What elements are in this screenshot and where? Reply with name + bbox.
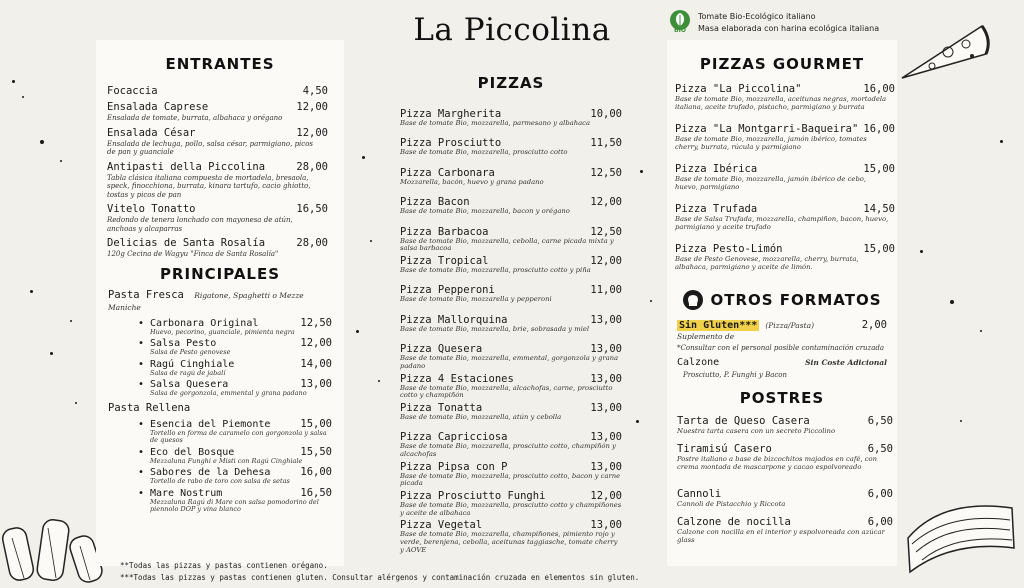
menu-item-name: Ensalada César xyxy=(107,126,196,139)
menu-item-description: Base de Pesto Genovese, mozzarella, cherry, burrata, albahaca, parmigiano y aceite de limón. xyxy=(675,255,859,271)
menu-item-name-wrap xyxy=(400,373,514,385)
menu-item-name: Calzone de nocilla xyxy=(677,516,791,528)
pasta-fresca-label: Pasta Fresca xyxy=(108,288,184,301)
menu-item-price: 16,00 xyxy=(863,83,895,95)
menu-item-name: Salsa Pesto xyxy=(150,338,217,349)
menu-item-description: Base de tomate Bio, mozzarella, bacon y orégano xyxy=(400,207,570,216)
section-title-otros: OTROS FORMATOS xyxy=(710,291,882,309)
menu-item-price: 28,00 xyxy=(296,237,328,249)
pizza-item xyxy=(400,196,622,225)
gluten-row xyxy=(677,319,887,342)
pizza-slice-icon xyxy=(898,18,994,94)
menu-item-name-wrap xyxy=(675,243,782,255)
menu-item-name-wrap xyxy=(107,85,158,97)
menu-item-name: Antipasti della Piccolina xyxy=(107,160,266,173)
menu-item-name: Pizza Quesera xyxy=(400,343,483,356)
menu-item-description: Base de tomate Bio, mozzarella, aceitunas negras, mortadela italiana, aceite trufado, pistacho, parmigiano y burrata xyxy=(675,95,887,111)
menu-item-name: Pizza Pepperoni xyxy=(400,284,495,297)
pasta-rellena-item xyxy=(138,418,332,445)
menu-item-row xyxy=(107,161,328,173)
postre-item xyxy=(677,488,893,516)
gluten-note: (Pizza/Pasta) Suplemento de xyxy=(677,321,815,341)
leaf-icon xyxy=(668,8,692,36)
menu-item-row xyxy=(677,415,893,427)
menu-item-name: Pizza Trufada xyxy=(675,203,758,215)
menu-item-description: Base de tomate Bio, mozzarella, champiñones, pimiento rojo y verde, berenjena, cebolla, aceitunas taggiasche, tomate cherry y AOVE xyxy=(400,530,618,555)
pizza-item xyxy=(400,402,622,431)
menu-item-description: Base de tomate Bio, mozzarella, brie, sobrasada y miel xyxy=(400,324,590,333)
footnote-gluten: ***Todas las pizzas y pastas contienen gluten. Consultar alérgenos y contaminación cruzada en elementos sin gluten. xyxy=(120,573,640,582)
menu-item-description: Postre italiano a base de bizcochitos majados en café, con crema montada de mascarpone y cacao espolvoreado xyxy=(677,455,877,471)
pasta-rellena-item xyxy=(138,487,332,514)
menu-item-description: Salsa de ragú de jabalí xyxy=(150,368,226,377)
menu-item-name: Pizza "La Piccolina" xyxy=(675,83,802,95)
pizza-item xyxy=(400,343,622,372)
menu-item-price: 15,00 xyxy=(863,163,895,175)
pizza-item xyxy=(400,255,622,284)
menu-item-price: 13,00 xyxy=(590,460,622,473)
menu-item-name: Focaccia xyxy=(107,85,158,97)
menu-item-description: Tortello de rabo de toro con salsa de setas xyxy=(150,477,290,485)
bullet-icon: • xyxy=(138,317,145,329)
menu-item-description: Tabla clásica italiana compuesta de mortadela, bresaola, speck, finocchiona, burrata, kinara tartufo, cacio ghiotto, tostas y picos de pan xyxy=(107,173,311,199)
entrante-item xyxy=(107,85,328,97)
right-menu-card xyxy=(667,40,897,566)
menu-item-row xyxy=(107,237,328,249)
section-title-postres: POSTRES xyxy=(739,389,825,407)
panini-icon xyxy=(902,478,1020,582)
menu-item-name: Pizza Margherita xyxy=(400,108,502,120)
menu-item-price: 14,00 xyxy=(300,357,332,370)
menu-item-row xyxy=(107,101,328,113)
chef-hat-icon xyxy=(682,289,704,311)
menu-item-name-wrap xyxy=(107,161,265,173)
menu-item-description: Redondo de tenera lonchado con mayonesa de atún, anchoas y alcaparras xyxy=(107,216,293,233)
pizza-item xyxy=(400,314,622,343)
menu-item-name-wrap xyxy=(138,318,258,329)
pasta-rellena-list xyxy=(108,418,332,514)
menu-item-description: Nuestra tarta casera con un secreto Piccolino xyxy=(677,427,836,435)
section-title-pizzas: PIZZAS xyxy=(477,74,545,92)
menu-item-price: 12,50 xyxy=(590,166,622,179)
menu-item-name-wrap xyxy=(107,203,196,215)
entrante-item xyxy=(107,203,328,233)
postre-item xyxy=(677,415,893,443)
menu-item-price: 15,50 xyxy=(300,445,332,458)
calzone-label: Calzone xyxy=(677,356,720,368)
pizza-item xyxy=(400,108,622,137)
menu-item-description: Base de tomate Bio, mozzarella, prosciutto cotto y champiñones y aceite de albahaca xyxy=(400,501,622,517)
menu-item-row xyxy=(675,203,895,215)
gourmet-item xyxy=(675,203,895,243)
bio-note-line1: Tomate Bio-Ecológico italiano xyxy=(698,12,816,21)
menu-item-price: 14,50 xyxy=(863,203,895,215)
menu-item-description: Base de tomate Bio, mozzarella, alcachofas, carne, prosciutto cotto y champiñón xyxy=(400,383,613,400)
menu-item-description: Huevo, pecorino, guanciale, pimienta negra xyxy=(150,327,295,336)
menu-item-name-wrap xyxy=(677,516,791,528)
menu-item-price: 13,00 xyxy=(300,378,332,390)
menu-item-name: Tarta de Queso Casera xyxy=(677,415,810,427)
menu-item-description: Base de tomate Bio, mozzarella, prosciutto cotto, champiñón y alcachofas xyxy=(400,442,616,459)
pizza-item xyxy=(400,167,622,196)
menu-item-name: Carbonara Original xyxy=(150,317,259,329)
menu-item-description: Tortello en forma de caramelo con gorgonzola y salsa de quesos xyxy=(150,428,327,444)
menu-item-price: 12,00 xyxy=(296,126,328,139)
menu-item-name: Pizza Tropical xyxy=(400,254,489,267)
menu-item-name: Pizza Ibérica xyxy=(675,163,758,175)
bullet-icon: • xyxy=(138,446,145,458)
pasta-rellena-item xyxy=(138,446,332,466)
menu-item-description: Cannoli de Pistacchio y Riccota xyxy=(677,500,786,508)
menu-item-description: Base de tomate Bio, mozzarella, cebolla, carne picada mixta y salsa barbacoa xyxy=(400,236,614,253)
section-title-gourmet: PIZZAS GOURMET xyxy=(699,55,865,73)
menu-item-price: 11,50 xyxy=(590,137,622,150)
otros-block xyxy=(667,311,897,379)
menu-item-name: Pizza Bacon xyxy=(400,196,470,209)
gluten-desc: *Consultar con el personal posible contaminación cruzada xyxy=(677,344,885,352)
menu-item-price: 10,00 xyxy=(590,108,622,120)
bullet-icon: • xyxy=(138,358,145,370)
menu-item-description: Base de tomate Bio, mozzarella, prosciutto cotto y piña xyxy=(400,265,591,274)
menu-item-name: Mare Nostrum xyxy=(150,487,223,499)
section-title-principales: PRINCIPALES xyxy=(159,264,281,283)
menu-item-price: 12,00 xyxy=(300,337,332,349)
pizza-item xyxy=(400,519,622,555)
menu-item-name: Pizza Prosciutto Funghi xyxy=(400,490,546,503)
menu-item-row xyxy=(675,243,895,255)
menu-item-name-wrap xyxy=(107,127,196,139)
menu-item-name-wrap xyxy=(675,83,801,95)
menu-item-name: Pizza Pipsa con P xyxy=(400,460,508,473)
menu-item-name-wrap xyxy=(675,163,757,175)
menu-item-name: Pizza Pesto-Limón xyxy=(675,243,783,255)
menu-item-description: Base de tomate Bio, mozzarella, jamón ibérico, tomates cherry, burrata, rúcula y parmigiano xyxy=(675,135,867,151)
menu-item-name: Vitelo Tonatto xyxy=(107,203,196,215)
menu-item-name-wrap xyxy=(400,461,507,473)
menu-item-row xyxy=(400,461,622,473)
menu-item-price: 13,00 xyxy=(590,519,622,532)
menu-item-price: 12,00 xyxy=(590,254,622,267)
menu-item-row xyxy=(675,123,895,135)
left-menu-card xyxy=(96,40,344,566)
menu-item-name: Pizza Vegetal xyxy=(400,519,483,532)
calzone-row xyxy=(677,357,887,368)
menu-item-row xyxy=(400,226,622,238)
menu-item-name-wrap xyxy=(675,123,858,135)
pizza-item xyxy=(400,461,622,490)
menu-item-price: 11,00 xyxy=(590,284,622,297)
menu-item-price: 13,00 xyxy=(590,431,622,444)
menu-item-name: Eco del Bosque xyxy=(150,446,235,458)
menu-item-name: Pizza Barbacoa xyxy=(400,225,489,238)
gourmet-item xyxy=(675,123,895,163)
menu-item-name: Esencia del Piemonte xyxy=(150,418,271,430)
pasta-fresca-item xyxy=(138,337,332,357)
menu-item-price: 15,00 xyxy=(863,243,895,255)
pasta-fresca-item xyxy=(138,317,332,337)
pizza-item xyxy=(400,431,622,460)
menu-item-name-wrap xyxy=(677,443,772,455)
menu-item-description: Ensalada de lechuga, pollo, salsa césar, parmigiano, picos de pan y guanciale xyxy=(107,139,314,156)
entrante-item xyxy=(107,127,328,157)
menu-item-name-wrap xyxy=(107,101,208,113)
menu-item-price: 13,00 xyxy=(590,343,622,356)
menu-item-name-wrap xyxy=(677,415,810,427)
menu-item-name: Pizza Tonatta xyxy=(400,401,483,414)
postre-item xyxy=(677,443,893,488)
bio-note xyxy=(698,11,879,35)
menu-item-price: 12,00 xyxy=(590,490,622,503)
menu-item-description: Base de tomate Bio, mozzarella, parmesano y albahaca xyxy=(400,119,591,127)
menu-item-price: 12,00 xyxy=(296,101,328,113)
menu-item-description: Salsa de gorgonzola, emmental y grana padano xyxy=(150,389,307,397)
menu-item-name: Pizza Prosciutto xyxy=(400,137,502,150)
postre-item xyxy=(677,516,893,544)
gluten-price: 2,00 xyxy=(861,319,887,331)
menu-item-name: Salsa Quesera xyxy=(150,379,229,390)
gourmet-list xyxy=(667,73,897,283)
menu-item-name-wrap xyxy=(107,237,265,249)
pasta-fresca-header xyxy=(108,289,332,313)
menu-item-row xyxy=(138,446,332,458)
menu-item-row xyxy=(400,373,622,385)
menu-item-row xyxy=(400,314,622,326)
pasta-fresca-list xyxy=(108,317,332,398)
menu-item-price: 12,50 xyxy=(300,316,332,329)
menu-item-price: 4,50 xyxy=(302,85,328,97)
menu-item-description: Base de tomate Bio, mozzarella, prosciutto cotto xyxy=(400,148,568,157)
menu-item-row xyxy=(107,85,328,97)
entrante-item xyxy=(107,237,328,259)
menu-item-name: Sabores de la Dehesa xyxy=(150,467,271,478)
pizza-item xyxy=(400,284,622,313)
pasta-rellena-item xyxy=(138,466,332,486)
entrante-item xyxy=(107,161,328,200)
menu-item-price: 12,00 xyxy=(590,196,622,209)
menu-item-description: Ensalada de tomate, burrata, albahaca y orégano xyxy=(107,114,283,122)
menu-item-row xyxy=(400,167,622,179)
entrante-item xyxy=(107,101,328,123)
menu-item-price: 16,50 xyxy=(296,203,328,215)
menu-item-row xyxy=(107,203,328,215)
postres-list xyxy=(667,407,897,544)
menu-item-name-wrap xyxy=(138,419,270,430)
menu-item-description: Base de tomate Bio, mozzarella, atún y cebolla xyxy=(400,412,562,421)
menu-item-row xyxy=(138,317,332,329)
menu-item-row xyxy=(107,127,328,139)
bullet-icon: • xyxy=(138,379,145,390)
menu-item-description: Mozzarella, bacón, huevo y grana padano xyxy=(400,177,544,186)
menu-item-name-wrap xyxy=(677,488,721,500)
pizza-item xyxy=(400,226,622,255)
menu-item-price: 16,00 xyxy=(300,466,332,478)
gourmet-item xyxy=(675,243,895,283)
menu-item-description: Mezzaluna Funghi e Misti con Ragú Cinghiale xyxy=(150,456,303,465)
menu-item-name-wrap xyxy=(400,226,489,238)
menu-item-name: Pizza Capricciosa xyxy=(400,431,508,444)
pasta-fresca-block xyxy=(96,283,344,514)
menu-item-row xyxy=(675,83,895,95)
menu-item-description: Base de tomate Bio, mozzarella, prosciutto cotto, bacon y carne picada xyxy=(400,471,621,488)
gluten-label: Sin Gluten*** xyxy=(679,320,758,331)
pizzas-list xyxy=(400,108,622,555)
pizza-item xyxy=(400,373,622,402)
menu-item-name-wrap xyxy=(138,447,234,458)
menu-item-description: Base de tomate Bio, mozzarella, emmental, gorgonzola y grana padano xyxy=(400,354,619,370)
pasta-rellena-label: Pasta Rellena xyxy=(108,401,191,414)
gourmet-item xyxy=(675,83,895,123)
menu-item-price: 6,50 xyxy=(867,443,893,455)
section-title-entrantes: ENTRANTES xyxy=(165,55,275,73)
menu-item-name-wrap xyxy=(400,167,495,179)
menu-item-description: Mezzaluna Ragú di Mare con salsa pomodorino del piennolo DOP y vina blanco xyxy=(150,497,319,513)
bullet-icon: • xyxy=(138,418,145,430)
pizza-item xyxy=(400,137,622,166)
menu-item-price: 13,00 xyxy=(590,401,622,414)
bullet-icon: • xyxy=(138,338,145,349)
menu-item-price: 28,00 xyxy=(296,160,328,173)
menu-item-row xyxy=(677,488,893,500)
pizzas-list-wrap xyxy=(400,108,622,555)
bio-note-line2: Masa elaborada con harina ecológica italiana xyxy=(698,24,880,33)
menu-item-name: Pizza Mallorquina xyxy=(400,313,508,326)
pasta-fresca-note: Rigatone, Spaghetti o Mezze Maniche xyxy=(108,290,304,312)
menu-item-row xyxy=(138,487,332,499)
pasta-fresca-item xyxy=(138,358,332,378)
menu-item-name-wrap xyxy=(138,359,234,370)
bullet-icon: • xyxy=(138,467,145,478)
menu-item-name: Pizza 4 Estaciones xyxy=(400,372,514,385)
menu-item-name-wrap xyxy=(138,488,222,499)
menu-item-row xyxy=(675,163,895,175)
menu-item-price: 13,00 xyxy=(590,313,622,326)
menu-item-name-wrap xyxy=(675,203,757,215)
otros-header xyxy=(667,289,897,311)
menu-item-name-wrap xyxy=(400,314,507,326)
bullet-icon: • xyxy=(138,487,145,499)
menu-item-row xyxy=(677,443,893,455)
menu-item-price: 16,50 xyxy=(300,486,332,499)
menu-item-price: 6,50 xyxy=(867,415,893,427)
menu-item-price: 15,00 xyxy=(300,417,332,430)
menu-item-name: Ragú Cinghiale xyxy=(150,358,235,370)
footnote-oregano: **Todas las pizzas y pastas contienen orégano. xyxy=(120,561,328,570)
menu-item-price: 13,00 xyxy=(590,372,622,385)
menu-item-description: Salsa de Pesto genovese xyxy=(150,348,231,356)
restaurant-name: La Piccolina xyxy=(413,12,611,48)
gourmet-item xyxy=(675,163,895,203)
menu-item-name: Pizza Carbonara xyxy=(400,166,495,179)
bio-badge-text: BIO xyxy=(674,27,686,34)
menu-item-name: Pizza "La Montgarri-Baqueira" xyxy=(675,123,859,135)
menu-item-price: 12,50 xyxy=(590,225,622,238)
menu-item-price: 6,00 xyxy=(867,488,893,500)
menu-item-row xyxy=(138,358,332,370)
menu-item-name: Tiramisú Casero xyxy=(677,443,772,455)
menu-item-description: 120g Cecina de Wagyu "Finca de Santa Rosalía" xyxy=(107,250,279,258)
calzone-note: Sin Coste Adicional xyxy=(805,357,887,367)
menu-item-price: 6,00 xyxy=(867,516,893,528)
menu-item-price: 16,00 xyxy=(863,123,895,135)
entrantes-list xyxy=(96,73,344,259)
menu-item-row xyxy=(138,418,332,430)
menu-item-row xyxy=(677,516,893,528)
menu-item-description: Base de tomate Bio, mozzarella y pepperoni xyxy=(400,295,552,304)
calzone-desc: Prosciutto, P. Funghi y Bacon xyxy=(683,370,788,379)
menu-item-description: Base de Salsa Trufada, mozzarella, champiñon, bacon, huevo, parmigiano y aceite trufado xyxy=(675,215,889,231)
menu-item-name: Cannoli xyxy=(677,488,722,500)
pasta-fresca-item xyxy=(138,378,332,398)
menu-item-name: Ensalada Caprese xyxy=(107,101,209,113)
menu-item-description: Calzone con nocilla en el interior y espolvoreada con azúcar glass xyxy=(677,528,885,544)
pizza-item xyxy=(400,490,622,519)
menu-item-name: Delicias de Santa Rosalía xyxy=(107,237,266,249)
menu-item-description: Base de tomate Bio, mozzarella, jamón ibérico de cebo, huevo, parmigiano xyxy=(675,175,867,191)
